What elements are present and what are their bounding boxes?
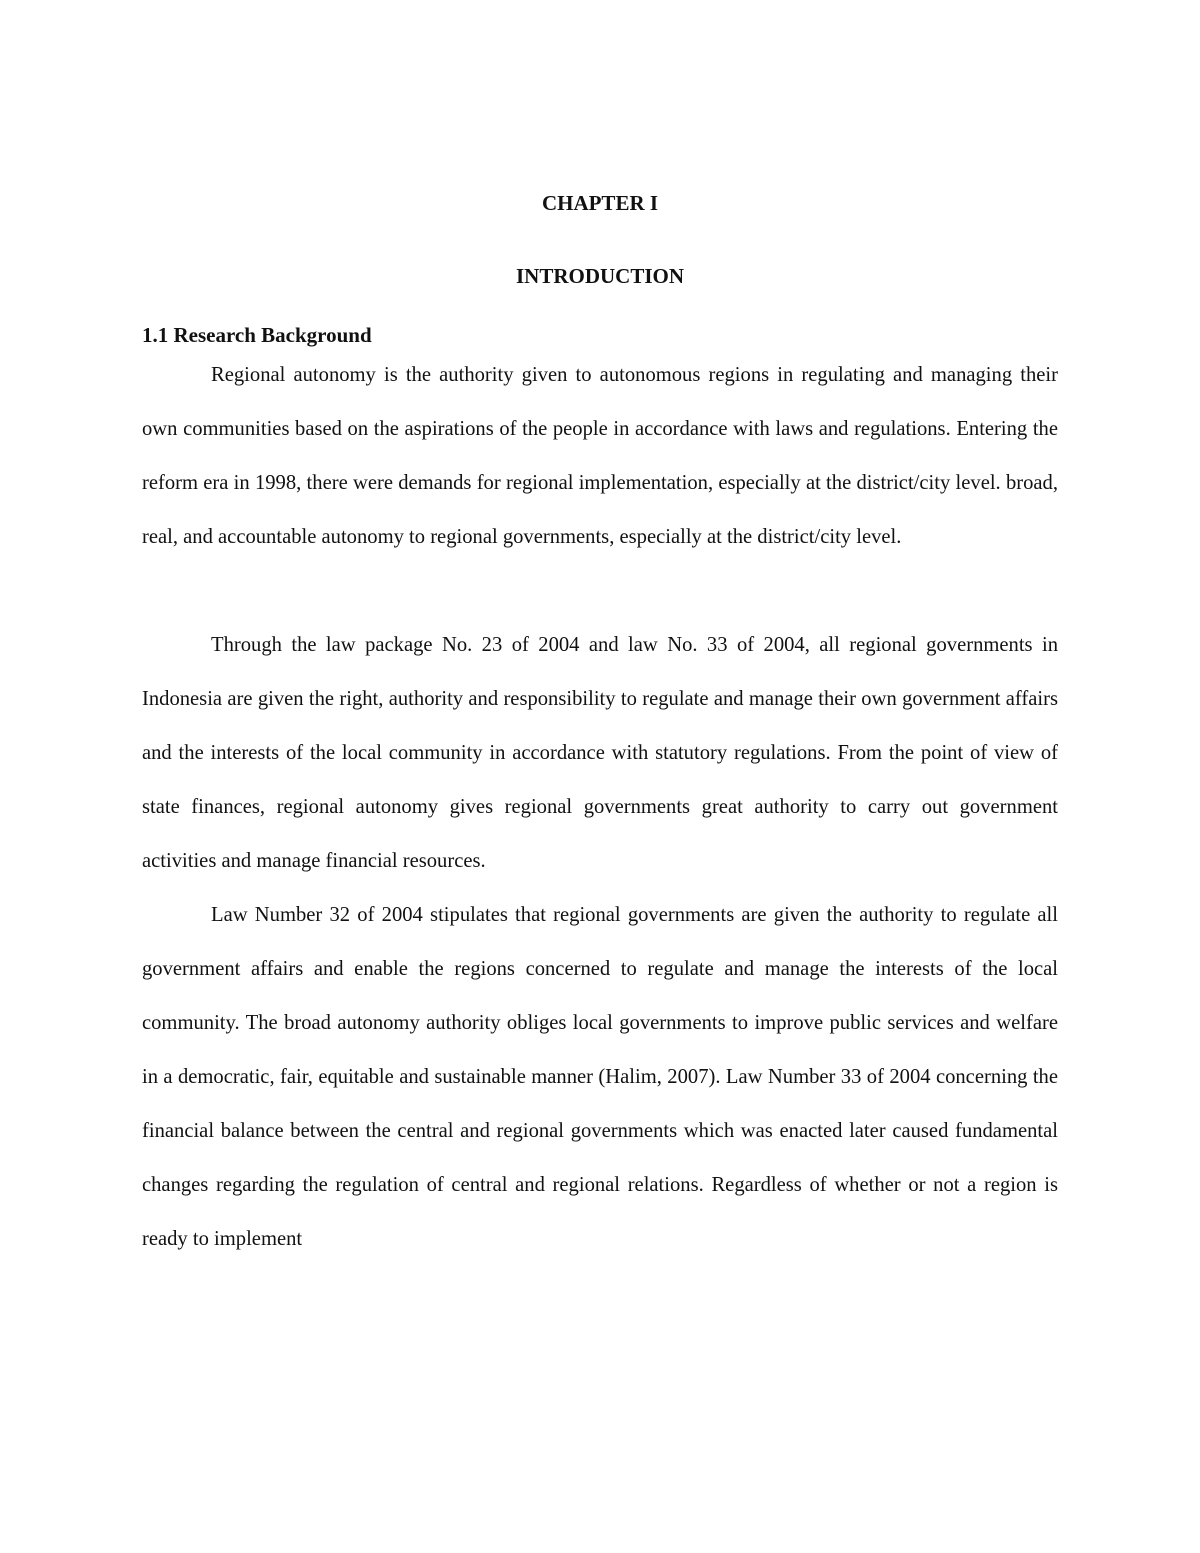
body-paragraph: Law Number 32 of 2004 stipulates that regional governments are given the authority to regulate all government affairs and enable the regions concerned to regulate and manage the interests of the local community. The broad autonomy authority obliges local governments to improve public services and welfare in a democratic, fair, equitable and sustainable manner (Halim, 2007). Law Number 33 of 2004 concerning the financial balance between the central and regional governments which was enacted later caused fundamental changes regarding the regulation of central and regional relations. Regardless of whether or not a region is ready to implement: [142, 904, 1058, 1250]
chapter-heading: INTRODUCTION: [515, 264, 685, 288]
body-paragraph: Through the law package No. 23 of 2004 and law No. 33 of 2004, all regional governments in Indonesia are given the right, authority and responsibility to regulate and manage their own government affairs and the interests of the local community in accordance with statutory regulations. From the point of view of state finances, regional autonomy gives regional governments great authority to carry out government activities and manage financial resources.: [142, 634, 1058, 872]
chapter-title: CHAPTER I: [541, 191, 659, 215]
section-heading: 1.1 Research Background: [142, 323, 372, 347]
body-paragraph: Regional autonomy is the authority given to autonomous regions in regulating and managing their own communities based on the aspirations of the people in accordance with laws and regulations. Entering the reform era in 1998, there were demands for regional implementation, especially at the district/city level. broad, real, and accountable autonomy to regional governments, especially at the district/city level.: [142, 364, 1058, 548]
